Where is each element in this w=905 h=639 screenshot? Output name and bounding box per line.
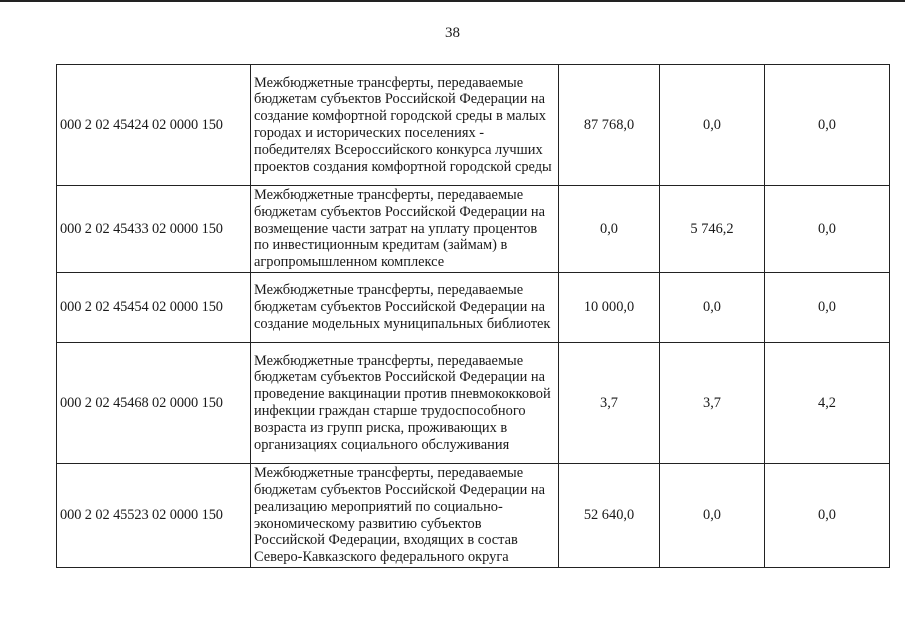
budget-code-cell: 000 2 02 45424 02 0000 150: [57, 65, 251, 186]
value-cell-2: 0,0: [660, 464, 765, 568]
table-row: [57, 65, 890, 186]
budget-table: [56, 64, 890, 568]
table-row: [57, 273, 890, 343]
description-cell: Межбюджетные трансферты, передаваемые бюджетам субъектов Российской Федерации на проведение вакцинации против пневмококковой инфекции граждан старше трудоспособного возраста из групп риска, проживающих в организациях социального обслуживания: [251, 343, 559, 464]
value-cell-3: 4,2: [765, 343, 890, 464]
value-cell-1: 10 000,0: [559, 273, 660, 343]
budget-code-cell: 000 2 02 45468 02 0000 150: [57, 343, 251, 464]
page-top-edge: [0, 0, 905, 2]
value-cell-3: 0,0: [765, 65, 890, 186]
value-cell-2: 0,0: [660, 273, 765, 343]
description-cell: Межбюджетные трансферты, передаваемые бюджетам субъектов Российской Федерации на реализацию мероприятий по социально-экономическому развитию субъектов Российской Федерации, входящих в состав Северо-Кавказского федерального округа: [251, 464, 559, 568]
value-cell-1: 87 768,0: [559, 65, 660, 186]
budget-code-cell: 000 2 02 45454 02 0000 150: [57, 273, 251, 343]
value-cell-1: 52 640,0: [559, 464, 660, 568]
value-cell-3: 0,0: [765, 186, 890, 273]
value-cell-3: 0,0: [765, 273, 890, 343]
budget-code-cell: 000 2 02 45523 02 0000 150: [57, 464, 251, 568]
page-number: 38: [445, 25, 460, 41]
value-cell-1: 0,0: [559, 186, 660, 273]
table-row: [57, 343, 890, 464]
value-cell-2: 5 746,2: [660, 186, 765, 273]
value-cell-2: 3,7: [660, 343, 765, 464]
value-cell-2: 0,0: [660, 65, 765, 186]
value-cell-1: 3,7: [559, 343, 660, 464]
description-cell: Межбюджетные трансферты, передаваемые бюджетам субъектов Российской Федерации на возмещение части затрат на уплату процентов по инвестиционным кредитам (займам) в агропромышленном комплексе: [251, 186, 559, 273]
description-cell: Межбюджетные трансферты, передаваемые бюджетам субъектов Российской Федерации на создание модельных муниципальных библиотек: [251, 273, 559, 343]
description-cell: Межбюджетные трансферты, передаваемые бюджетам субъектов Российской Федерации на создание комфортной городской среды в малых городах и исторических поселениях - победителях Всероссийского конкурса лучших проектов создания комфортной городской среды: [251, 65, 559, 186]
table-row: [57, 464, 890, 568]
table-row: [57, 186, 890, 273]
budget-code-cell: 000 2 02 45433 02 0000 150: [57, 186, 251, 273]
value-cell-3: 0,0: [765, 464, 890, 568]
